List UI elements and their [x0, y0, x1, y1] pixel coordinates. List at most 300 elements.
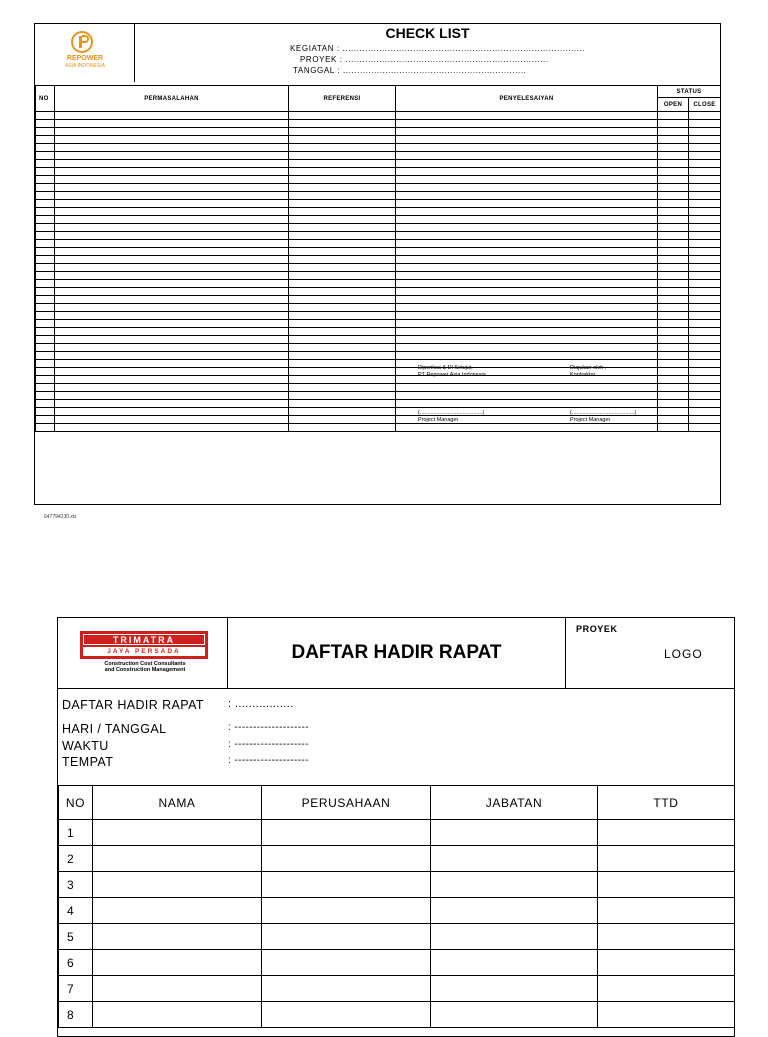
checklist-cell[interactable]: [396, 344, 658, 352]
checklist-cell[interactable]: [289, 200, 396, 208]
attendance-table: [58, 785, 735, 1028]
checklist-cell[interactable]: [289, 224, 396, 232]
checklist-cell[interactable]: [289, 280, 396, 288]
checklist-cell[interactable]: [289, 264, 396, 272]
checklist-cell[interactable]: [689, 328, 721, 336]
checklist-cell[interactable]: [689, 248, 721, 256]
table-row: [59, 846, 735, 872]
proyek-logo-cell: [566, 618, 734, 688]
table-row: [59, 820, 735, 846]
checklist-cell[interactable]: [658, 224, 689, 232]
checklist-cell[interactable]: [36, 128, 55, 136]
checklist-cell[interactable]: [658, 336, 689, 344]
checklist-cell[interactable]: [658, 208, 689, 216]
perusahaan-cell[interactable]: [262, 950, 431, 976]
checklist-cell[interactable]: [289, 304, 396, 312]
checklist-cell[interactable]: [658, 120, 689, 128]
checklist-cell[interactable]: [658, 232, 689, 240]
checklist-cell[interactable]: [396, 152, 658, 160]
checklist-header: [135, 24, 720, 82]
checklist-cell[interactable]: [396, 264, 658, 272]
checklist-cell[interactable]: [658, 256, 689, 264]
col-close: CLOSE: [689, 98, 721, 112]
checklist-cell[interactable]: [689, 192, 721, 200]
tanggal-field: [293, 66, 527, 75]
kegiatan-value: ......................................................................................: [342, 44, 586, 53]
checklist-cell[interactable]: [55, 280, 289, 288]
checklist-cell[interactable]: [689, 184, 721, 192]
nama-cell[interactable]: [93, 872, 262, 898]
perusahaan-cell[interactable]: [262, 820, 431, 846]
checklist-cell[interactable]: [396, 136, 658, 144]
jabatan-cell[interactable]: [431, 924, 598, 950]
trimatra-tag2: and Construction Management: [104, 667, 186, 673]
checklist-cell[interactable]: [396, 312, 658, 320]
checklist-cell[interactable]: [289, 144, 396, 152]
jabatan-cell[interactable]: [431, 950, 598, 976]
col-no: NO: [59, 786, 93, 820]
checklist-form: [34, 23, 721, 505]
checklist-cell[interactable]: [396, 328, 658, 336]
checklist-row: [36, 328, 721, 336]
checklist-cell[interactable]: [689, 280, 721, 288]
checklist-cell[interactable]: [658, 248, 689, 256]
checklist-cell[interactable]: [36, 192, 55, 200]
proyek-label: PROYEK :: [300, 55, 343, 64]
perusahaan-cell[interactable]: [262, 976, 431, 1002]
col-status: STATUS: [658, 86, 721, 98]
checklist-row: [36, 240, 721, 248]
checklist-cell[interactable]: [289, 128, 396, 136]
sig-left-line2: PT Repower Asia Indonesia: [418, 371, 486, 378]
checklist-cell[interactable]: [396, 248, 658, 256]
checklist-cell[interactable]: [289, 136, 396, 144]
checklist-cell[interactable]: [36, 208, 55, 216]
sig-left-blank: (.........................................): [418, 410, 485, 416]
ttd-cell[interactable]: [598, 846, 735, 872]
checklist-cell[interactable]: [36, 296, 55, 304]
checklist-cell[interactable]: [689, 120, 721, 128]
checklist-cell[interactable]: [55, 312, 289, 320]
checklist-cell[interactable]: [396, 224, 658, 232]
checklist-cell[interactable]: [36, 272, 55, 280]
checklist-row: [36, 304, 721, 312]
sig-right-blank: (.........................................): [570, 410, 637, 416]
checklist-cell[interactable]: [289, 312, 396, 320]
checklist-cell[interactable]: [396, 168, 658, 176]
checklist-cell[interactable]: [689, 240, 721, 248]
checklist-cell[interactable]: [289, 256, 396, 264]
checklist-cell[interactable]: [396, 144, 658, 152]
checklist-row: [36, 272, 721, 280]
checklist-cell[interactable]: [36, 264, 55, 272]
checklist-row: [36, 344, 721, 352]
checklist-row: [36, 232, 721, 240]
checklist-cell[interactable]: [55, 272, 289, 280]
checklist-cell[interactable]: [658, 320, 689, 328]
checklist-cell[interactable]: [289, 176, 396, 184]
checklist-row: [36, 248, 721, 256]
checklist-cell[interactable]: [658, 184, 689, 192]
checklist-cell[interactable]: [36, 152, 55, 160]
checklist-cell[interactable]: [689, 144, 721, 152]
checklist-cell[interactable]: [396, 240, 658, 248]
checklist-row: [36, 184, 721, 192]
checklist-cell[interactable]: [36, 248, 55, 256]
checklist-cell[interactable]: [689, 312, 721, 320]
ttd-cell[interactable]: [598, 976, 735, 1002]
sig-left-line1: Diperiksa & Di Setujui,: [418, 365, 473, 371]
checklist-cell[interactable]: [36, 224, 55, 232]
checklist-cell[interactable]: [658, 128, 689, 136]
info-daftar-label: DAFTAR HADIR RAPAT: [62, 698, 204, 712]
checklist-cell[interactable]: [396, 112, 658, 120]
trimatra-brand: TRIMATRA: [83, 634, 205, 645]
checklist-cell[interactable]: [36, 120, 55, 128]
checklist-row: [36, 224, 721, 232]
checklist-row: [36, 120, 721, 128]
checklist-cell[interactable]: [689, 176, 721, 184]
checklist-cell[interactable]: [689, 344, 721, 352]
repower-sub: ASIA INDONESIA: [64, 63, 105, 69]
info-hari-value: : --------------------: [228, 722, 309, 733]
checklist-cell[interactable]: [289, 248, 396, 256]
checklist-cell[interactable]: [658, 144, 689, 152]
checklist-cell[interactable]: [396, 288, 658, 296]
checklist-cell[interactable]: [658, 264, 689, 272]
row-number: 2: [59, 846, 93, 872]
checklist-cell[interactable]: [689, 152, 721, 160]
checklist-cell[interactable]: [396, 176, 658, 184]
checklist-cell[interactable]: [55, 296, 289, 304]
sig-right-line1: Diajukan oleh ,: [570, 365, 607, 371]
row-number: 4: [59, 898, 93, 924]
checklist-cell[interactable]: [658, 192, 689, 200]
checklist-cell[interactable]: [396, 272, 658, 280]
checklist-cell[interactable]: [658, 296, 689, 304]
checklist-cell[interactable]: [658, 152, 689, 160]
proyek-field: [300, 55, 549, 64]
col-jabatan: JABATAN: [431, 786, 598, 820]
info-waktu-value: : --------------------: [228, 739, 309, 750]
perusahaan-cell[interactable]: [262, 898, 431, 924]
tanggal-value: .................................................................: [343, 66, 527, 75]
daftar-hadir-title: DAFTAR HADIR RAPAT: [228, 618, 566, 688]
checklist-cell[interactable]: [36, 168, 55, 176]
checklist-row: [36, 200, 721, 208]
checklist-cell[interactable]: [289, 272, 396, 280]
checklist-cell[interactable]: [689, 232, 721, 240]
checklist-cell[interactable]: [289, 152, 396, 160]
checklist-cell[interactable]: [55, 224, 289, 232]
nama-cell[interactable]: [93, 924, 262, 950]
checklist-cell[interactable]: [689, 288, 721, 296]
row-number: 3: [59, 872, 93, 898]
row-number: 6: [59, 950, 93, 976]
sig-right-line2: Kontraktor.................: [570, 371, 622, 378]
jabatan-cell[interactable]: [431, 976, 598, 1002]
checklist-cell[interactable]: [689, 256, 721, 264]
table-row: [59, 950, 735, 976]
checklist-cell[interactable]: [289, 328, 396, 336]
checklist-cell[interactable]: [658, 176, 689, 184]
checklist-cell[interactable]: [36, 200, 55, 208]
nama-cell[interactable]: [93, 950, 262, 976]
checklist-cell[interactable]: [55, 248, 289, 256]
checklist-cell[interactable]: [658, 200, 689, 208]
checklist-cell[interactable]: [55, 328, 289, 336]
jabatan-cell[interactable]: [431, 846, 598, 872]
checklist-cell[interactable]: [396, 304, 658, 312]
checklist-cell[interactable]: [36, 328, 55, 336]
ttd-cell[interactable]: [598, 820, 735, 846]
checklist-cell[interactable]: [658, 328, 689, 336]
nama-cell[interactable]: [93, 898, 262, 924]
checklist-cell[interactable]: [289, 288, 396, 296]
checklist-cell[interactable]: [55, 304, 289, 312]
checklist-row: [36, 264, 721, 272]
checklist-cell[interactable]: [289, 344, 396, 352]
checklist-cell[interactable]: [36, 344, 55, 352]
col-perusahaan: PERUSAHAAN: [262, 786, 431, 820]
checklist-cell[interactable]: [396, 128, 658, 136]
ttd-cell[interactable]: [598, 898, 735, 924]
checklist-cell[interactable]: [658, 304, 689, 312]
checklist-cell[interactable]: [289, 208, 396, 216]
checklist-cell[interactable]: [36, 240, 55, 248]
checklist-cell[interactable]: [689, 200, 721, 208]
checklist-cell[interactable]: [658, 272, 689, 280]
checklist-row: [36, 128, 721, 136]
checklist-cell[interactable]: [36, 216, 55, 224]
row-number: 1: [59, 820, 93, 846]
checklist-cell[interactable]: [55, 128, 289, 136]
perusahaan-cell[interactable]: [262, 872, 431, 898]
sig-right-role: Project Manager: [570, 416, 611, 423]
checklist-cell[interactable]: [36, 288, 55, 296]
checklist-cell[interactable]: [396, 160, 658, 168]
checklist-cell[interactable]: [689, 304, 721, 312]
nama-cell[interactable]: [93, 976, 262, 1002]
row-number: 8: [59, 1002, 93, 1028]
checklist-cell[interactable]: [55, 232, 289, 240]
checklist-cell[interactable]: [289, 336, 396, 344]
checklist-cell[interactable]: [55, 288, 289, 296]
checklist-cell[interactable]: [55, 200, 289, 208]
checklist-cell[interactable]: [55, 192, 289, 200]
checklist-cell[interactable]: [36, 320, 55, 328]
checklist-cell[interactable]: [658, 288, 689, 296]
jabatan-cell[interactable]: [431, 898, 598, 924]
checklist-cell[interactable]: [55, 144, 289, 152]
checklist-cell[interactable]: [289, 296, 396, 304]
info-tempat-label: TEMPAT: [62, 755, 114, 769]
checklist-cell[interactable]: [289, 320, 396, 328]
checklist-cell[interactable]: [689, 272, 721, 280]
trimatra-logo: [58, 618, 228, 688]
checklist-cell[interactable]: [396, 296, 658, 304]
nama-cell[interactable]: [93, 820, 262, 846]
checklist-cell[interactable]: [36, 144, 55, 152]
row-number: 7: [59, 976, 93, 1002]
checklist-cell[interactable]: [658, 216, 689, 224]
checklist-cell[interactable]: [658, 240, 689, 248]
checklist-row: [36, 176, 721, 184]
checklist-cell[interactable]: [289, 216, 396, 224]
col-nama: NAMA: [93, 786, 262, 820]
checklist-cell[interactable]: [396, 200, 658, 208]
checklist-cell[interactable]: [36, 304, 55, 312]
checklist-cell[interactable]: [396, 184, 658, 192]
perusahaan-cell[interactable]: [262, 846, 431, 872]
signature-right: [570, 365, 636, 423]
info-daftar-value: : .................: [228, 698, 294, 710]
checklist-row: [36, 160, 721, 168]
col-permasalahan: PERMASALAHAN: [55, 86, 289, 112]
checklist-cell[interactable]: [396, 256, 658, 264]
checklist-row: [36, 216, 721, 224]
checklist-cell[interactable]: [289, 240, 396, 248]
checklist-cell[interactable]: [689, 112, 721, 120]
checklist-cell[interactable]: [55, 208, 289, 216]
checklist-cell[interactable]: [289, 232, 396, 240]
sig-left-role: Project Manager: [418, 416, 459, 423]
checklist-cell[interactable]: [36, 280, 55, 288]
checklist-cell[interactable]: [55, 160, 289, 168]
checklist-cell[interactable]: [55, 240, 289, 248]
checklist-cell[interactable]: [36, 136, 55, 144]
info-hari-label: HARI / TANGGAL: [62, 722, 167, 736]
checklist-cell[interactable]: [55, 176, 289, 184]
checklist-cell[interactable]: [396, 280, 658, 288]
checklist-row: [36, 256, 721, 264]
checklist-cell[interactable]: [55, 320, 289, 328]
checklist-cell[interactable]: [36, 176, 55, 184]
trimatra-tagline: [80, 661, 210, 673]
meeting-info: [58, 688, 734, 787]
kegiatan-field: [290, 44, 585, 53]
checklist-cell[interactable]: [36, 160, 55, 168]
logo-placeholder: LOGO: [664, 647, 703, 661]
checklist-cell[interactable]: [658, 136, 689, 144]
checklist-cell[interactable]: [658, 160, 689, 168]
checklist-cell[interactable]: [658, 280, 689, 288]
trimatra-tag1: Construction Cost Consultants: [104, 661, 186, 667]
daftar-hadir-form: [57, 617, 735, 1037]
checklist-row: [36, 136, 721, 144]
checklist-cell[interactable]: [289, 184, 396, 192]
info-tempat-value: : --------------------: [228, 755, 309, 766]
row-number: 5: [59, 924, 93, 950]
checklist-cell[interactable]: [396, 216, 658, 224]
checklist-cell[interactable]: [689, 208, 721, 216]
file-name: 647794130.xls: [44, 514, 77, 520]
checklist-cell[interactable]: [55, 344, 289, 352]
checklist-cell[interactable]: [55, 152, 289, 160]
ttd-cell[interactable]: [598, 924, 735, 950]
checklist-cell[interactable]: [396, 320, 658, 328]
proyek-header-label: PROYEK: [576, 624, 618, 634]
col-ttd: TTD: [598, 786, 735, 820]
checklist-cell[interactable]: [396, 232, 658, 240]
checklist-cell[interactable]: [396, 336, 658, 344]
proyek-value: ........................................................................: [345, 55, 549, 64]
checklist-row: [36, 288, 721, 296]
checklist-cell[interactable]: [658, 344, 689, 352]
kegiatan-label: KEGIATAN :: [290, 44, 340, 53]
checklist-cell[interactable]: [36, 256, 55, 264]
table-row: [59, 924, 735, 950]
checklist-cell[interactable]: [689, 336, 721, 344]
checklist-cell[interactable]: [689, 264, 721, 272]
checklist-cell[interactable]: [289, 112, 396, 120]
repower-logo-mark: [71, 30, 93, 54]
checklist-row: [36, 208, 721, 216]
checklist-cell[interactable]: [55, 136, 289, 144]
checklist-cell[interactable]: [689, 216, 721, 224]
checklist-row: [36, 312, 721, 320]
checklist-cell[interactable]: [689, 168, 721, 176]
checklist-cell[interactable]: [689, 136, 721, 144]
checklist-row: [36, 320, 721, 328]
nama-cell[interactable]: [93, 846, 262, 872]
repower-logo: [35, 24, 135, 82]
checklist-cell[interactable]: [289, 120, 396, 128]
checklist-cell[interactable]: [289, 168, 396, 176]
tanggal-label: TANGGAL :: [293, 66, 341, 75]
checklist-cell[interactable]: [55, 256, 289, 264]
ttd-cell[interactable]: [598, 950, 735, 976]
checklist-cell[interactable]: [396, 192, 658, 200]
checklist-cell[interactable]: [55, 120, 289, 128]
checklist-cell[interactable]: [658, 168, 689, 176]
checklist-cell[interactable]: [55, 264, 289, 272]
ttd-cell[interactable]: [598, 872, 735, 898]
checklist-cell[interactable]: [396, 120, 658, 128]
checklist-row: [36, 112, 721, 120]
checklist-row: [36, 192, 721, 200]
checklist-cell[interactable]: [55, 184, 289, 192]
checklist-cell[interactable]: [689, 320, 721, 328]
checklist-cell[interactable]: [55, 336, 289, 344]
jabatan-cell[interactable]: [431, 872, 598, 898]
checklist-cell[interactable]: [36, 312, 55, 320]
checklist-cell[interactable]: [658, 312, 689, 320]
checklist-title: CHECK LIST: [385, 25, 470, 41]
checklist-cell[interactable]: [689, 160, 721, 168]
checklist-cell[interactable]: [55, 168, 289, 176]
checklist-cell[interactable]: [289, 160, 396, 168]
checklist-cell[interactable]: [689, 224, 721, 232]
checklist-row: [36, 280, 721, 288]
table-row: [59, 872, 735, 898]
jabatan-cell[interactable]: [431, 820, 598, 846]
perusahaan-cell[interactable]: [262, 924, 431, 950]
checklist-cell[interactable]: [658, 112, 689, 120]
checklist-cell[interactable]: [36, 336, 55, 344]
checklist-cell[interactable]: [36, 184, 55, 192]
checklist-cell[interactable]: [689, 296, 721, 304]
checklist-cell[interactable]: [36, 232, 55, 240]
col-referensi: REFERENSI: [289, 86, 396, 112]
checklist-cell[interactable]: [36, 112, 55, 120]
checklist-row: [36, 336, 721, 344]
checklist-cell[interactable]: [689, 128, 721, 136]
checklist-cell[interactable]: [55, 112, 289, 120]
checklist-cell[interactable]: [396, 208, 658, 216]
checklist-cell[interactable]: [289, 192, 396, 200]
checklist-cell[interactable]: [55, 216, 289, 224]
